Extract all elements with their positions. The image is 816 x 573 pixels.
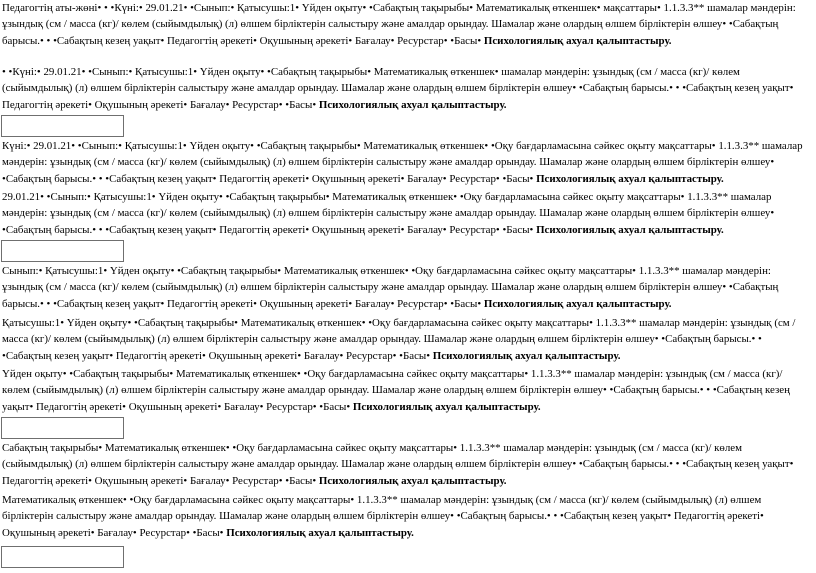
paragraph-3-text: Күні:• 29.01.21• •Сынып:• Қатысушы:1• Үйден оқыту• •Сабақтың тақырыбы• Математикалық өткеншек• •Оқу бағдарламасына сәйкес оқыту мақсаттары• 1.1.3.3** шамалар мәндерін: ұзындық (см / масса (кг)/ көлем (сыйымдылық) (л) өлшем бірліктерін салыстыру және амалдар орындау. Шамалар және олардың өлшем бірліктерін өлшеу• •Сабақтың барысы.• • •Сабақтың кезең уақыт• Педагогтің әрекеті• Оқушының әрекеті• Бағалау• Ресурстар• •Басы•	[2, 140, 803, 185]
paragraph-6-bold: Психологиялық ахуал қалыптастыру.	[432, 349, 621, 362]
paragraph-1-bold: Психологиялық ахуал қалыптастыру.	[483, 34, 672, 47]
image-placeholder-4	[1, 546, 124, 568]
paragraph-1	[2, 0, 810, 49]
paragraph-7-bold: Психологиялық ахуал қалыптастыру.	[352, 400, 541, 413]
paragraph-8	[2, 440, 810, 489]
paragraph-2	[2, 64, 810, 113]
paragraph-2-bold: Психологиялық ахуал қалыптастыру.	[318, 98, 507, 111]
paragraph-9-text: Математикалық өткеншек• •Оқу бағдарламасына сәйкес оқыту мақсаттары• 1.1.3.3** шамалар мәндерін: ұзындық (см / масса (кг)/ көлем (сыйымдылық) (л) өлшем бірліктерін салыстыру және амалдар орындау. Шамалар және олардың өлшем бірліктерін өлшеу• •Сабақтың барысы.• • •Сабақтың кезең уақыт• Педагогтің әрекеті• Оқушының әрекеті• Бағалау• Ресурстар• •Басы•	[2, 494, 764, 539]
paragraph-9	[2, 492, 810, 541]
paragraph-2-text: • •Күні:• 29.01.21• •Сынып:• Қатысушы:1• Үйден оқыту• •Сабақтың тақырыбы• Математикалық өткеншек• шамалар мәндерін: ұзындық (см / масса (кг)/ көлем (сыйымдылық) (л) өлшем бірліктерін салыстыру және амалдар орындау. Шамалар және олардың өлшем бірліктерін өлшеу• •Сабақтың барысы.• • •Сабақтың кезең уақыт• Педагогтің әрекеті• Оқушының әрекеті• Бағалау• Ресурстар• •Басы•	[2, 66, 794, 111]
paragraph-9-bold: Психологиялық ахуал қалыптастыру.	[226, 526, 414, 539]
paragraph-4-bold: Психологиялық ахуал қалыптастыру.	[536, 223, 724, 236]
paragraph-5-text: Сынып:• Қатысушы:1• Үйден оқыту• •Сабақтың тақырыбы• Математикалық өткеншек• •Оқу бағдарламасына сәйкес оқыту мақсаттары• 1.1.3.3** шамалар мәндерін: ұзындық (см / масса (кг)/ көлем (сыйымдылық) (л) өлшем бірліктерін салыстыру және амалдар орындау. Шамалар және олардың өлшем бірліктерін өлшеу• •Сабақтың барысы.• • •Сабақтың кезең уақыт• Педагогтің әрекеті• Оқушының әрекеті• Бағалау• Ресурстар• •Басы•	[2, 265, 779, 310]
paragraph-7-text: Үйден оқыту• •Сабақтың тақырыбы• Математикалық өткеншек• •Оқу бағдарламасына сәйкес оқыту мақсаттары• 1.1.3.3** шамалар мәндерін: ұзындық (см / масса (кг)/ көлем (сыйымдылық) (л) өлшем бірліктерін салыстыру және амалдар орындау. Шамалар және олардың өлшем бірліктерін өлшеу• •Сабақтың барысы.• • •Сабақтың кезең уақыт• Педагогтің әрекеті• Оқушының әрекеті• Бағалау• Ресурстар• •Басы•	[2, 368, 790, 413]
paragraph-6	[2, 315, 810, 364]
paragraph-5	[2, 263, 810, 312]
paragraph-8-bold: Психологиялық ахуал қалыптастыру.	[318, 474, 507, 487]
paragraph-7	[2, 366, 810, 415]
paragraph-4	[2, 189, 810, 238]
paragraph-4-text: 29.01.21• •Сынып:• Қатысушы:1• Үйден оқыту• •Сабақтың тақырыбы• Математикалық өткеншек• •Оқу бағдарламасына сәйкес оқыту мақсаттары• 1.1.3.3** шамалар мәндерін: ұзындық (см / масса (кг)/ көлем (сыйымдылық) (л) өлшем бірліктерін салыстыру және амалдар орындау. Шамалар және олардың өлшем бірліктерін өлшеу• •Сабақтың барысы.• • •Сабақтың кезең уақыт• Педагогтің әрекеті• Оқушының әрекеті• Бағалау• Ресурстар• •Басы•	[2, 191, 775, 236]
image-placeholder-1	[1, 115, 124, 137]
paragraph-6-text: Қатысушы:1• Үйден оқыту• •Сабақтың тақырыбы• Математикалық өткеншек• •Оқу бағдарламасына сәйкес оқыту мақсаттары• 1.1.3.3** шамалар мәндерін: ұзындық (см / масса (кг)/ көлем (сыйымдылық) (л) өлшем бірліктерін салыстыру және амалдар орындау. Шамалар және олардың өлшем бірліктерін өлшеу• •Сабақтың барысы.• • •Сабақтың кезең уақыт• Педагогтің әрекеті• Оқушының әрекеті• Бағалау• Ресурстар• •Басы•	[2, 317, 796, 362]
image-placeholder-3	[1, 417, 124, 439]
paragraph-8-text: Сабақтың тақырыбы• Математикалық өткеншек• •Оқу бағдарламасына сәйкес оқыту мақсаттары• 1.1.3.3** шамалар мәндерін: ұзындық (см / масса (кг)/ көлем (сыйымдылық) (л) өлшем бірліктерін салыстыру және амалдар орындау. Шамалар және олардың өлшем бірліктерін өлшеу• •Сабақтың барысы.• • •Сабақтың кезең уақыт• Педагогтің әрекеті• Оқушының әрекеті• Бағалау• Ресурстар• •Басы•	[2, 442, 794, 487]
paragraph-1-text: Педагогтің аты-жөні• • •Күні:• 29.01.21• •Сынып:• Қатысушы:1• Үйден оқыту• •Сабақтың тақырыбы• Математикалық өткеншек• мақсаттары• 1.1.3.3** шамалар мәндерін: ұзындық (см / масса (кг)/ көлем (сыйымдылық) (л) өлшем бірліктерін салыстыру және амалдар орындау. Шамалар және олардың өлшем бірліктерін өлшеу• •Сабақтың барысы.• • •Сабақтың кезең уақыт• Педагогтің әрекеті• Оқушының әрекеті• Бағалау• Ресурстар• •Басы•	[2, 2, 796, 47]
paragraph-5-bold: Психологиялық ахуал қалыптастыру.	[483, 297, 672, 310]
paragraph-3-bold: Психологиялық ахуал қалыптастыру.	[536, 172, 724, 185]
paragraph-3	[2, 138, 810, 187]
image-placeholder-2	[1, 240, 124, 262]
